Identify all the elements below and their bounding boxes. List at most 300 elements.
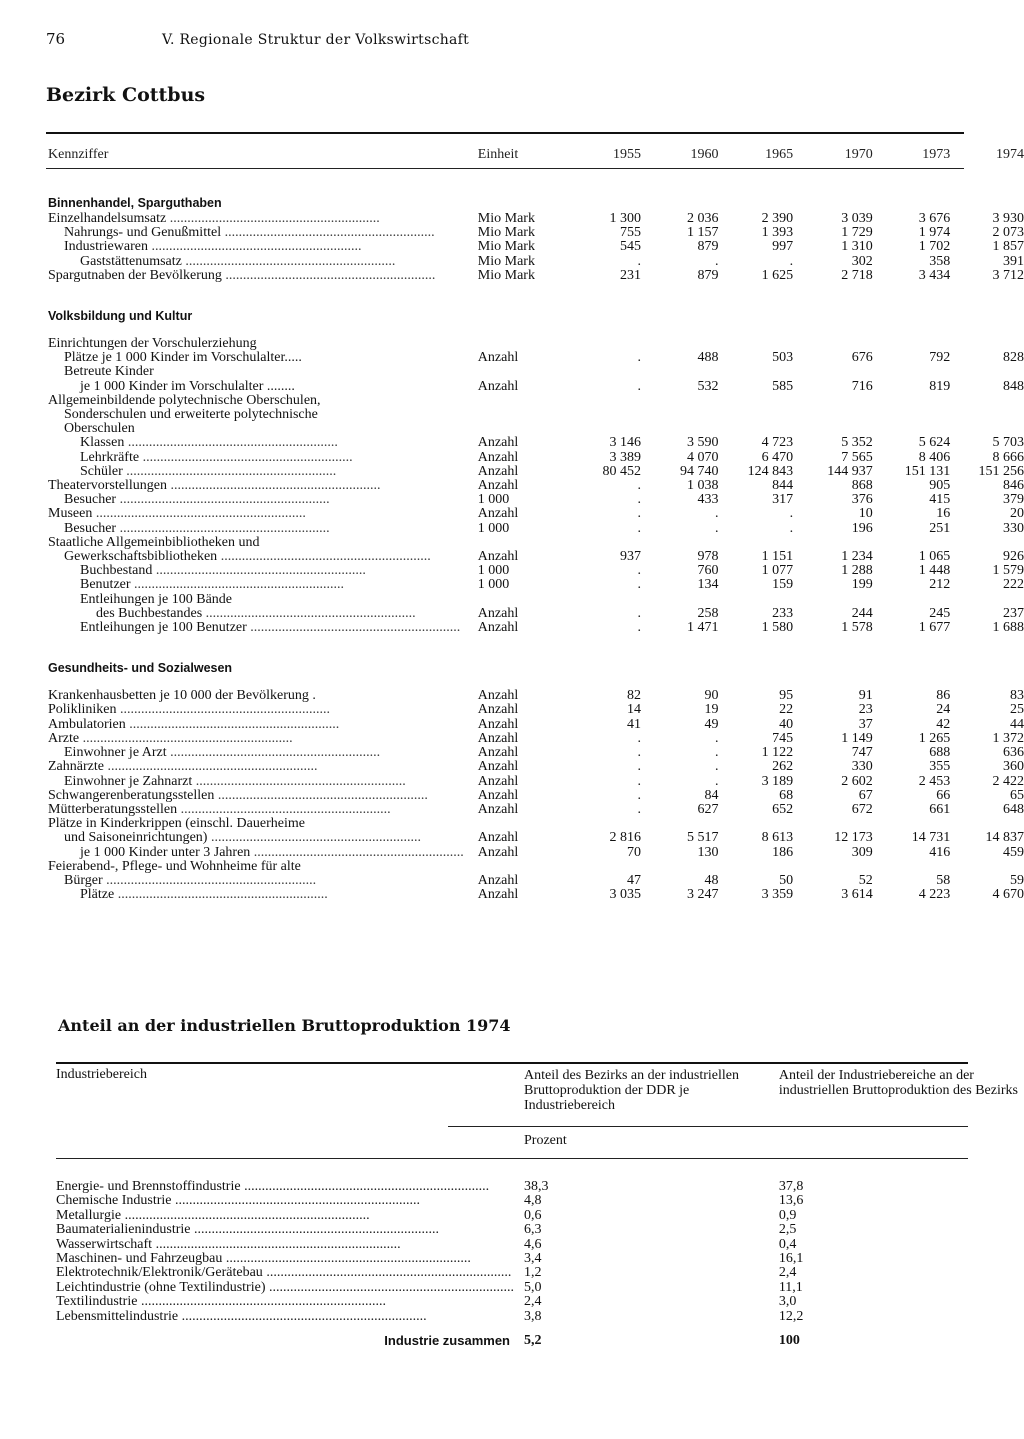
row-unit: Mio Mark bbox=[477, 225, 535, 241]
row-label bbox=[56, 1223, 514, 1237]
value-cell bbox=[950, 536, 1024, 550]
row-unit bbox=[464, 593, 585, 607]
value-cell: 879 bbox=[697, 267, 719, 283]
row-unit: Mio Mark bbox=[477, 239, 535, 255]
value-cell: 14 837 bbox=[985, 830, 1024, 846]
value-cell: 1 077 bbox=[761, 563, 794, 579]
value-cell: 8 666 bbox=[992, 449, 1024, 465]
table-row bbox=[48, 536, 1024, 550]
row-unit: Anzahl bbox=[477, 435, 519, 451]
value-cell: 7 565 bbox=[841, 449, 873, 465]
table-row bbox=[48, 465, 1024, 479]
value-cell bbox=[641, 422, 719, 436]
unit-label: Prozent bbox=[524, 1132, 567, 1148]
value-cell: 0,6 bbox=[524, 1207, 542, 1223]
row-unit bbox=[464, 408, 585, 422]
column-header-year: 1970 bbox=[844, 147, 873, 162]
leader-dots: ...................................................................... bbox=[178, 1309, 427, 1324]
table-row bbox=[48, 746, 1024, 760]
section-heading: Volksbildung und Kultur bbox=[48, 308, 193, 323]
row-label bbox=[56, 1266, 514, 1280]
value-cell bbox=[793, 593, 873, 607]
value-cell: 24 bbox=[936, 702, 951, 718]
table-row bbox=[48, 888, 1024, 902]
value-cell: . bbox=[637, 745, 641, 761]
row-label bbox=[48, 522, 464, 536]
table-row bbox=[48, 365, 1024, 379]
value-cell: 8 406 bbox=[918, 449, 951, 465]
leader-dots: ............................................................ bbox=[250, 845, 464, 860]
row-label-text: Buchbestand bbox=[80, 564, 153, 579]
value-cell: 3,4 bbox=[524, 1251, 542, 1267]
row-unit: Anzahl bbox=[477, 350, 519, 366]
table-row bbox=[56, 1194, 1024, 1208]
table-row bbox=[48, 831, 1024, 845]
row-label-text: Zahnärzte bbox=[48, 760, 104, 775]
value-cell: . bbox=[637, 350, 641, 366]
value-cell bbox=[950, 365, 1024, 379]
value-cell: . bbox=[714, 745, 719, 761]
row-label-text: Ambulatorien bbox=[48, 717, 126, 732]
value-cell: 3 434 bbox=[918, 267, 951, 283]
value-cell: . bbox=[789, 520, 794, 536]
leader-dots: ............................................................ bbox=[102, 873, 317, 888]
table2-top-rule bbox=[56, 1062, 968, 1064]
leader-dots: ...................................................................... bbox=[240, 1180, 490, 1194]
value-cell bbox=[718, 817, 793, 831]
row-label bbox=[48, 578, 464, 592]
row-unit bbox=[464, 860, 585, 874]
row-label-text: Nahrungs- und Genußmittel bbox=[64, 226, 222, 241]
row-label-text: Entleihungen je 100 Benutzer bbox=[80, 621, 247, 636]
value-cell: 199 bbox=[851, 577, 873, 593]
table-row bbox=[48, 550, 1024, 564]
row-label bbox=[48, 465, 464, 479]
value-cell bbox=[585, 593, 641, 607]
value-cell: 828 bbox=[1003, 350, 1024, 366]
row-label bbox=[48, 536, 464, 550]
value-cell: 2 602 bbox=[841, 773, 873, 789]
value-cell: 37,8 bbox=[778, 1179, 804, 1194]
value-cell: 5,0 bbox=[524, 1279, 542, 1295]
value-cell: 1 151 bbox=[761, 549, 794, 565]
row-label-text: Sonderschulen und erweiterte polytechnische bbox=[64, 408, 318, 423]
table-row bbox=[56, 1310, 1024, 1324]
value-cell: 978 bbox=[697, 549, 719, 565]
value-cell bbox=[873, 422, 951, 436]
value-cell bbox=[641, 365, 719, 379]
value-cell bbox=[793, 860, 873, 874]
leader-dots: ............................................................ bbox=[202, 606, 416, 621]
value-cell bbox=[873, 365, 951, 379]
section-row bbox=[48, 635, 1024, 677]
value-cell: 90 bbox=[704, 688, 719, 704]
row-label bbox=[48, 212, 464, 226]
chapter-heading: V. Regionale Struktur der Volkswirtschaft bbox=[162, 32, 470, 48]
value-cell: 355 bbox=[929, 759, 951, 775]
value-cell: 245 bbox=[929, 605, 951, 621]
column-header-kennziffer: Kennziffer bbox=[48, 147, 109, 162]
row-label bbox=[56, 1209, 514, 1223]
row-unit bbox=[464, 337, 585, 351]
spacer-cell bbox=[56, 1158, 1024, 1180]
value-cell: 212 bbox=[929, 577, 951, 593]
value-cell: 627 bbox=[697, 801, 719, 817]
column-header-industriebereich: Industriebereich bbox=[56, 1068, 147, 1082]
statistics-table bbox=[48, 140, 1024, 902]
row-unit bbox=[464, 394, 585, 408]
value-cell bbox=[873, 337, 951, 351]
value-cell: 2 453 bbox=[918, 773, 951, 789]
value-cell: 937 bbox=[619, 549, 641, 565]
row-label bbox=[48, 255, 464, 269]
value-cell bbox=[641, 593, 719, 607]
value-cell: . bbox=[714, 506, 719, 522]
value-cell: 846 bbox=[1003, 478, 1024, 494]
value-cell: 1 157 bbox=[686, 225, 719, 241]
table-row bbox=[48, 493, 1024, 507]
leader-dots: ............................................................ bbox=[139, 450, 353, 465]
spacer-cell bbox=[48, 677, 1024, 689]
value-cell: 459 bbox=[1003, 844, 1024, 860]
value-cell: 37 bbox=[858, 716, 873, 732]
value-cell: 144 937 bbox=[827, 463, 873, 479]
row-unit: 1 000 bbox=[477, 577, 510, 593]
row-label-text: Allgemeinbildende polytechnische Oberschulen, bbox=[48, 393, 321, 408]
row-label bbox=[48, 760, 464, 774]
table-row bbox=[48, 817, 1024, 831]
table2-title: Anteil an der industriellen Bruttoproduktion 1974 bbox=[58, 1016, 511, 1035]
table1-top-rule bbox=[46, 132, 964, 134]
row-label-text: Besucher bbox=[64, 493, 117, 508]
table-row bbox=[48, 408, 1024, 422]
table-row bbox=[48, 422, 1024, 436]
value-cell: 83 bbox=[1010, 688, 1024, 704]
row-unit: Anzahl bbox=[477, 478, 519, 494]
value-cell: 309 bbox=[851, 844, 873, 860]
value-cell: 1 580 bbox=[761, 620, 794, 636]
value-cell: 879 bbox=[697, 239, 719, 255]
leader-dots: ............................................................ bbox=[246, 621, 461, 636]
value-cell: 68 bbox=[779, 787, 794, 803]
table-row bbox=[56, 1223, 1024, 1237]
leader-dots: ...................................................................... bbox=[137, 1295, 386, 1310]
value-cell: 12 173 bbox=[834, 830, 873, 846]
row-unit: Anzahl bbox=[477, 378, 519, 394]
value-cell bbox=[950, 817, 1024, 831]
table-row bbox=[48, 689, 1024, 703]
value-cell: 222 bbox=[1003, 577, 1024, 593]
row-label-text: Einzelhandelsumsatz bbox=[48, 212, 167, 226]
value-cell: 2,5 bbox=[778, 1222, 797, 1238]
value-cell: . bbox=[637, 478, 641, 494]
row-label bbox=[48, 479, 464, 493]
value-cell bbox=[585, 422, 641, 436]
column-header-einheit: Einheit bbox=[477, 147, 519, 162]
row-label-text: Krankenhausbetten je 10 000 der Bevölkerung . bbox=[48, 689, 316, 704]
leader-dots: ............................................................ bbox=[221, 268, 436, 283]
value-cell: . bbox=[637, 492, 641, 508]
row-unit: Anzahl bbox=[477, 620, 519, 636]
value-cell: 5 624 bbox=[918, 435, 951, 451]
value-cell bbox=[641, 394, 719, 408]
value-cell: 844 bbox=[772, 478, 794, 494]
table-row bbox=[56, 1295, 1024, 1309]
row-label bbox=[48, 269, 464, 283]
value-cell: 358 bbox=[929, 253, 951, 269]
value-cell: 14 bbox=[626, 702, 641, 718]
value-cell: 94 740 bbox=[679, 463, 719, 479]
leader-dots: ............................................................ bbox=[192, 774, 406, 789]
value-cell: 3 146 bbox=[609, 435, 641, 451]
value-cell bbox=[718, 422, 793, 436]
total-value: 100 bbox=[778, 1333, 800, 1349]
value-cell: 8 613 bbox=[761, 830, 794, 846]
value-cell: 317 bbox=[772, 492, 794, 508]
value-cell: 3 035 bbox=[609, 887, 641, 903]
value-cell: 52 bbox=[858, 872, 873, 888]
value-cell: 86 bbox=[936, 688, 951, 704]
value-cell: 2,4 bbox=[778, 1265, 797, 1281]
value-cell: 1 038 bbox=[686, 478, 719, 494]
value-cell: 0,9 bbox=[778, 1207, 797, 1223]
value-cell: 1 372 bbox=[992, 730, 1024, 746]
value-cell: 1 471 bbox=[686, 620, 719, 636]
value-cell: . bbox=[637, 520, 641, 536]
value-cell: 82 bbox=[626, 688, 641, 704]
value-cell: 237 bbox=[1003, 605, 1024, 621]
value-cell: . bbox=[637, 506, 641, 522]
value-cell: 47 bbox=[626, 872, 641, 888]
table-row bbox=[48, 226, 1024, 240]
value-cell: 231 bbox=[619, 267, 641, 283]
row-label bbox=[48, 451, 464, 465]
spacer-row bbox=[48, 325, 1024, 337]
value-cell bbox=[585, 394, 641, 408]
row-unit: Anzahl bbox=[477, 605, 519, 621]
value-cell: 23 bbox=[858, 702, 873, 718]
value-cell: . bbox=[637, 759, 641, 775]
value-cell: . bbox=[637, 773, 641, 789]
row-label-text: Industriewaren bbox=[64, 240, 148, 255]
row-label-text: je 1 000 Kinder im Vorschulalter ........ bbox=[80, 379, 295, 394]
row-label bbox=[48, 493, 464, 507]
value-cell: . bbox=[637, 801, 641, 817]
leader-dots: ............................................................ bbox=[214, 788, 428, 803]
value-cell bbox=[585, 337, 641, 351]
table-row bbox=[48, 718, 1024, 732]
value-cell: 48 bbox=[704, 872, 719, 888]
value-cell: 3 614 bbox=[841, 887, 873, 903]
value-cell: 186 bbox=[772, 844, 794, 860]
row-label-text: Plätze bbox=[80, 888, 115, 903]
value-cell: . bbox=[637, 378, 641, 394]
leader-dots: ...................................................................... bbox=[152, 1237, 401, 1252]
value-cell: 2 718 bbox=[841, 267, 873, 283]
value-cell: 70 bbox=[626, 844, 641, 860]
row-unit bbox=[464, 365, 585, 379]
leader-dots: ............................................................ bbox=[130, 578, 345, 593]
row-label bbox=[48, 718, 464, 732]
row-label-text: und Saisoneinrichtungen) bbox=[64, 831, 208, 846]
table-row bbox=[48, 351, 1024, 365]
value-cell bbox=[873, 394, 951, 408]
value-cell: 244 bbox=[851, 605, 873, 621]
value-cell bbox=[718, 337, 793, 351]
row-label-text: Plätze in Kinderkrippen (einschl. Dauerheime bbox=[48, 817, 305, 832]
row-label bbox=[56, 1295, 514, 1309]
value-cell: 848 bbox=[1003, 378, 1024, 394]
value-cell bbox=[873, 860, 951, 874]
row-label bbox=[48, 408, 464, 422]
table-row bbox=[56, 1281, 1024, 1295]
row-label-text: Chemische Industrie bbox=[56, 1194, 172, 1209]
value-cell: 22 bbox=[779, 702, 794, 718]
value-cell: . bbox=[714, 773, 719, 789]
table-row bbox=[48, 522, 1024, 536]
row-label-text: Gaststättenumsatz bbox=[80, 254, 182, 269]
value-cell: 58 bbox=[936, 872, 951, 888]
row-unit: 1 000 bbox=[477, 520, 510, 536]
row-unit: Anzahl bbox=[477, 830, 519, 846]
leader-dots: ...................................................................... bbox=[121, 1208, 370, 1223]
table-row bbox=[56, 1180, 1024, 1194]
table-row bbox=[56, 1238, 1024, 1252]
value-cell: 151 131 bbox=[904, 463, 951, 479]
value-cell: 151 256 bbox=[978, 463, 1024, 479]
value-cell: . bbox=[637, 577, 641, 593]
column-header-year: 1973 bbox=[922, 147, 951, 162]
value-cell: 1 688 bbox=[992, 620, 1024, 636]
value-cell: 124 843 bbox=[747, 463, 794, 479]
row-unit: Mio Mark bbox=[477, 211, 535, 226]
row-label bbox=[48, 593, 464, 607]
table-row bbox=[48, 874, 1024, 888]
leader-dots: ............................................................ bbox=[92, 507, 306, 522]
leader-dots: ............................................................ bbox=[166, 746, 381, 761]
column-header-year: 1960 bbox=[690, 147, 719, 162]
row-unit: Anzahl bbox=[477, 506, 519, 522]
table-row bbox=[48, 269, 1024, 283]
leader-dots: ............................................................ bbox=[125, 717, 340, 732]
value-cell: 3 247 bbox=[686, 887, 719, 903]
spacer-cell bbox=[48, 325, 1024, 337]
value-cell: 1 625 bbox=[761, 267, 794, 283]
row-label-text: Einwohner je Zahnarzt bbox=[64, 774, 193, 789]
value-cell bbox=[793, 536, 873, 550]
value-cell: . bbox=[637, 605, 641, 621]
value-cell bbox=[641, 337, 719, 351]
leader-dots: ............................................................ bbox=[207, 831, 421, 846]
leader-dots: ............................................................ bbox=[122, 464, 337, 479]
leader-dots: ............................................................ bbox=[217, 550, 431, 565]
row-unit: Anzahl bbox=[477, 745, 519, 761]
table-row bbox=[48, 703, 1024, 717]
row-label bbox=[48, 803, 464, 817]
row-label bbox=[48, 394, 464, 408]
row-unit: Anzahl bbox=[477, 463, 519, 479]
column-header-bezirk-share: Anteil des Bezirks an der industriellen Bruttoproduktion der DDR je Industriebereich bbox=[524, 1068, 739, 1113]
spacer-row bbox=[56, 1158, 1024, 1180]
row-label-text: Museen bbox=[48, 507, 93, 522]
row-label bbox=[48, 564, 464, 578]
value-cell bbox=[793, 337, 873, 351]
row-label-text: je 1 000 Kinder unter 3 Jahren bbox=[80, 845, 251, 860]
row-label-text: Gewerkschaftsbibliotheken bbox=[64, 550, 218, 565]
total-label: Industrie zusammen bbox=[384, 1334, 510, 1349]
row-label-text: Mütterberatungsstellen bbox=[48, 802, 178, 817]
row-unit: 1 000 bbox=[477, 563, 510, 579]
value-cell: 3,0 bbox=[778, 1294, 797, 1310]
row-label-text: Besucher bbox=[64, 521, 117, 536]
value-cell: . bbox=[714, 759, 719, 775]
leader-dots: ............................................................ bbox=[116, 493, 330, 508]
value-cell: 40 bbox=[779, 716, 794, 732]
table-row bbox=[48, 212, 1024, 226]
value-cell: 330 bbox=[1003, 520, 1024, 536]
row-unit: Mio Mark bbox=[477, 267, 535, 283]
table-row bbox=[48, 775, 1024, 789]
value-cell bbox=[950, 337, 1024, 351]
row-label bbox=[56, 1180, 514, 1194]
value-cell: 66 bbox=[936, 787, 951, 803]
value-cell bbox=[950, 408, 1024, 422]
value-cell: 415 bbox=[929, 492, 951, 508]
value-cell: 91 bbox=[858, 688, 873, 704]
value-cell: 6,3 bbox=[524, 1222, 542, 1238]
row-label bbox=[48, 337, 464, 351]
value-cell: 636 bbox=[1003, 745, 1024, 761]
value-cell: 2 422 bbox=[992, 773, 1024, 789]
value-cell: 3 189 bbox=[761, 773, 794, 789]
value-cell: 4 223 bbox=[918, 887, 951, 903]
value-cell bbox=[585, 408, 641, 422]
value-cell: 1 288 bbox=[841, 563, 873, 579]
table-row bbox=[56, 1209, 1024, 1223]
value-cell: 65 bbox=[1010, 787, 1024, 803]
total-row bbox=[56, 1334, 1024, 1348]
value-cell bbox=[585, 817, 641, 831]
row-label bbox=[48, 789, 464, 803]
table-row bbox=[48, 578, 1024, 592]
row-unit: Anzahl bbox=[477, 716, 519, 732]
value-cell: . bbox=[789, 253, 794, 269]
table-row bbox=[48, 451, 1024, 465]
value-cell: 433 bbox=[697, 492, 719, 508]
value-cell: 585 bbox=[772, 378, 794, 394]
page-number: 76 bbox=[46, 30, 66, 48]
row-unit: Anzahl bbox=[477, 773, 519, 789]
value-cell: 302 bbox=[851, 253, 873, 269]
row-label bbox=[48, 550, 464, 564]
table-row bbox=[48, 394, 1024, 408]
table-row bbox=[48, 380, 1024, 394]
value-cell: 688 bbox=[929, 745, 951, 761]
leader-dots: ............................................................ bbox=[181, 254, 396, 269]
value-cell bbox=[718, 365, 793, 379]
value-cell: 926 bbox=[1003, 549, 1024, 565]
value-cell bbox=[873, 408, 951, 422]
leader-dots: ............................................................ bbox=[103, 760, 318, 775]
table-row bbox=[48, 803, 1024, 817]
value-cell bbox=[718, 536, 793, 550]
value-cell: . bbox=[637, 730, 641, 746]
row-label bbox=[48, 621, 464, 635]
value-cell: 50 bbox=[779, 872, 794, 888]
value-cell: 1 310 bbox=[841, 239, 873, 255]
row-unit: Anzahl bbox=[477, 844, 519, 860]
value-cell: 4,6 bbox=[524, 1236, 542, 1252]
